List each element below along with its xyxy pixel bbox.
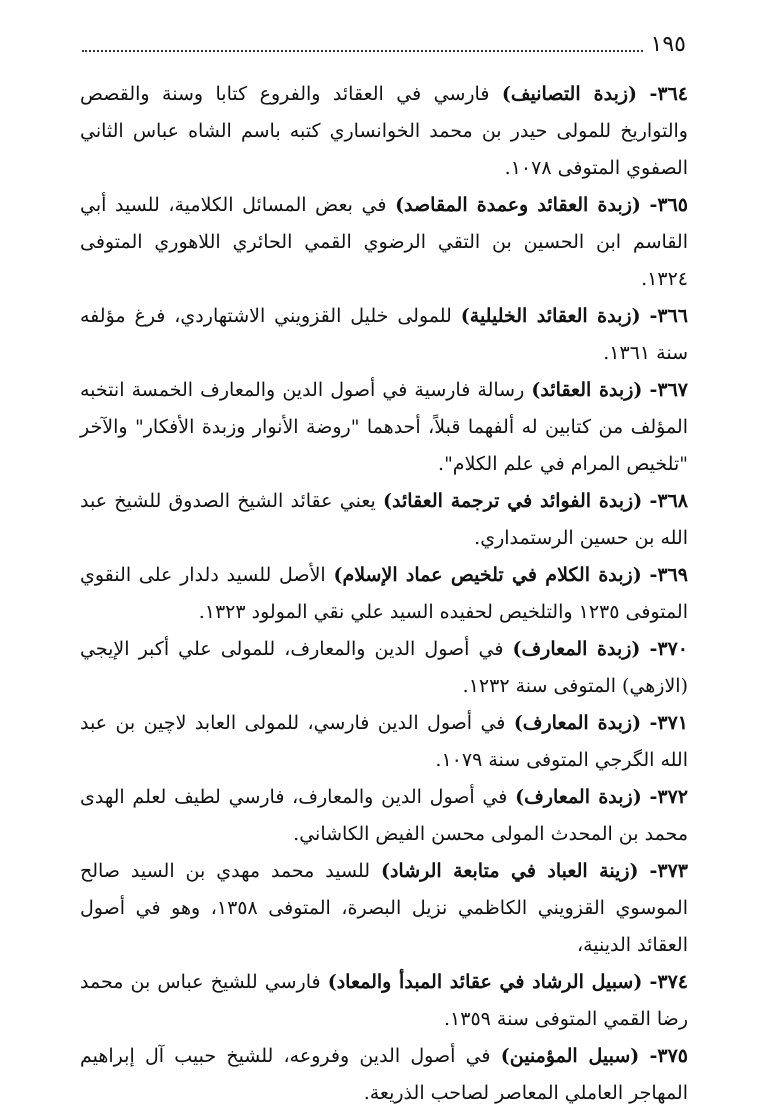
entry-body: رسالة فارسية في أصول الدين والمعارف الخمسة انتخبه المؤلف من كتابين له ألفهما قبلاً، أحدهما "روضة الأنوار وزبدة الأفكار" والآخر "تلخيص المرام في علم الكلام". — [80, 379, 688, 475]
entry-title: (زبدة المعارف) — [515, 786, 642, 808]
entry — [80, 964, 688, 1038]
entry-title: (زبدة العقائد وعمدة المقاصد) — [395, 194, 641, 216]
entry-number: ٣٧٣- — [649, 860, 688, 882]
entry — [80, 779, 688, 853]
entry — [80, 298, 688, 372]
entry-body: فارسي للشيخ عباس بن محمد رضا القمي المتوفى سنة ١٣٥٩. — [80, 971, 688, 1030]
entry-title: (زبدة الكلام في تلخيص عماد الإسلام) — [333, 564, 642, 586]
entry-body: في أصول الدين فارسي، للمولى العابد لاچين بن عبد الله الگرجي المتوفى سنة ١٠٧٩. — [80, 712, 688, 771]
entry-body: الأصل للسيد دلدار على النقوي المتوفى ١٢٣٥ والتلخيص لحفيده السيد علي نقي المولود ١٣٢٣. — [80, 564, 688, 623]
entry-title: (سبيل الرشاد في عقائد المبدأ والمعاد) — [327, 971, 643, 993]
entry-body: في أصول الدين وفروعه، للشيخ حبيب آل إبراهيم المهاجر العاملي المعاصر لصاحب الذريعة. — [80, 1045, 688, 1104]
entry-number: ٣٦٦- — [649, 305, 689, 327]
entry-title: (زبدة الفوائد في ترجمة العقائد) — [383, 490, 643, 512]
entry-body: في أصول الدين والمعارف، فارسي لطيف لعلم الهدى محمد بن المحدث المولى محسن الفيض الكاشاني. — [80, 786, 688, 845]
entry-number: ٣٦٧- — [649, 379, 689, 401]
entries-list — [80, 76, 688, 1112]
header-dotted-rule — [82, 50, 643, 52]
entry-body: فارسي في العقائد والفروع كتابا وسنة والقصص والتواريخ للمولى حيدر بن محمد الخوانساري كتبه باسم الشاه عباس الثاني الصفوي المتوفى ١٠٧٨. — [80, 83, 688, 179]
entry-number: ٣٦٩- — [649, 564, 688, 586]
entry-body: للمولى خليل القزويني الاشتهاردي، فرغ مؤلفه سنة ١٣٦١. — [80, 305, 688, 364]
entry-title: (زينة العباد في متابعة الرشاد) — [380, 860, 639, 882]
entry-number: ٣٦٥- — [649, 194, 689, 216]
entry-number: ٣٦٨- — [649, 490, 688, 512]
entry-title: (زبدة المعارف) — [512, 638, 641, 660]
entry-number: ٣٧١- — [649, 712, 688, 734]
entry-number: ٣٧٤- — [649, 971, 688, 993]
entry-body: يعني عقائد الشيخ الصدوق للشيخ عبد الله بن حسين الرستمداري. — [80, 490, 688, 549]
entry-title: (زبدة التصانيف) — [501, 83, 638, 105]
entry — [80, 187, 688, 298]
entry — [80, 557, 688, 631]
entry-number: ٣٧٠- — [649, 638, 688, 660]
entry-title: (زبدة العقائد) — [531, 379, 643, 401]
entry — [80, 853, 688, 964]
entry-number: ٣٧٥- — [649, 1045, 688, 1067]
entry-title: (سبيل المؤمنين) — [500, 1045, 640, 1067]
entry-number: ٣٧٢- — [649, 786, 688, 808]
entry-title: (زبدة المعارف) — [513, 712, 642, 734]
entry-number: ٣٦٤- — [649, 83, 688, 105]
entry-body: للسيد محمد مهدي بن السيد صالح الموسوي القزويني الكاظمي نزيل البصرة، المتوفى ١٣٥٨، وهو في أصول العقائد الدينية، — [80, 860, 688, 956]
entry — [80, 76, 688, 187]
entry — [80, 705, 688, 779]
entry — [80, 372, 688, 483]
entry-body: في أصول الدين والمعارف، للمولى علي أكبر الإيجي (الازهي) المتوفى سنة ١٢٣٢. — [80, 638, 688, 697]
entry-title: (زبدة العقائد الخليلية) — [460, 305, 641, 327]
entry — [80, 483, 688, 557]
page-header — [82, 28, 686, 58]
entry — [80, 631, 688, 705]
page-number: ١٩٥ — [650, 32, 686, 57]
entry-body: في بعض المسائل الكلامية، للسيد أبي القاسم ابن الحسين بن التقي الرضوي القمي الحائري اللاهوري المتوفى ١٣٢٤. — [80, 194, 688, 290]
